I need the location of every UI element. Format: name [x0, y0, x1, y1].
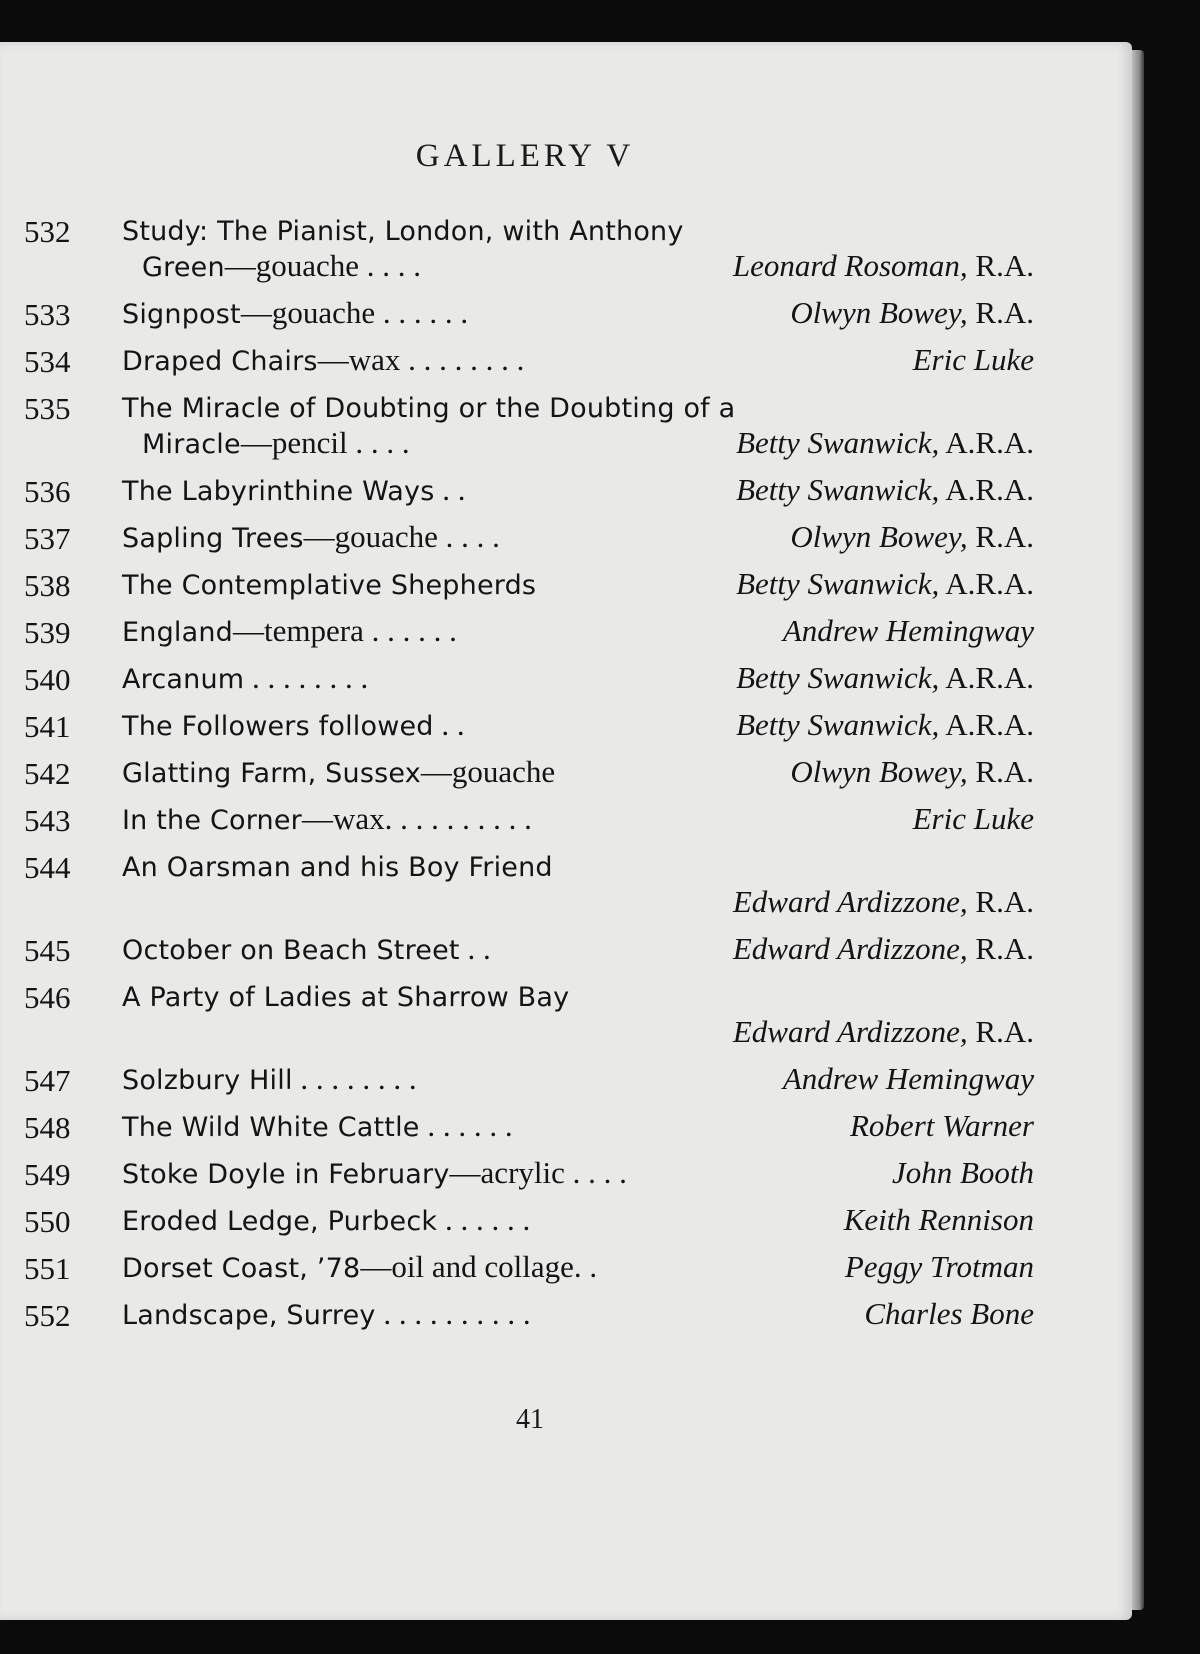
- entry-title: Landscape, Surrey: [122, 1300, 376, 1331]
- gallery-heading: GALLERY V: [415, 138, 635, 174]
- entry-artist: John Booth: [891, 1155, 1034, 1190]
- entry-suffix: A.R.A.: [939, 660, 1034, 695]
- entry-artist-line: [790, 295, 1034, 331]
- entry-artist-line: [736, 425, 1034, 461]
- entry-medium: —gouache: [240, 295, 376, 330]
- entry-artist: Betty Swanwick,: [736, 472, 940, 507]
- entry-title-line: [122, 1249, 597, 1285]
- entry-title: Eroded Ledge, Purbeck: [122, 1206, 438, 1237]
- entry-line: [24, 848, 1034, 884]
- catalogue-entry: [24, 754, 1034, 790]
- entry-title-line: [122, 848, 553, 884]
- entry-artist-line: [864, 1296, 1034, 1332]
- catalogue-entry: [24, 613, 1034, 649]
- entry-artist-line: [733, 1014, 1034, 1050]
- entry-line: [24, 613, 1034, 649]
- entry-title: Glatting Farm, Sussex: [122, 758, 421, 789]
- entry-number: 545: [24, 933, 71, 968]
- entry-number: 543: [24, 803, 71, 838]
- entry-title: The Labyrinthine Ways: [122, 476, 435, 507]
- entry-leader: . .: [433, 707, 465, 742]
- entry-artist: Charles Bone: [864, 1296, 1034, 1331]
- entry-leader: . . . . . . . . . .: [375, 1296, 531, 1331]
- entry-artist: Leonard Rosoman,: [732, 248, 968, 283]
- entry-suffix: R.A.: [967, 754, 1034, 789]
- catalogue-entry: [24, 295, 1034, 331]
- entry-number: 548: [24, 1110, 71, 1145]
- catalogue-entry: [24, 801, 1034, 837]
- entry-line: [24, 472, 1034, 508]
- entry-suffix: A.R.A.: [939, 472, 1034, 507]
- entry-line: [24, 566, 1034, 602]
- entry-title: The Contemplative Shepherds: [122, 570, 537, 601]
- entry-artist-line: [913, 342, 1034, 378]
- entry-title: The Followers followed: [122, 711, 434, 742]
- entry-title-line: [122, 295, 468, 331]
- entry-line: [24, 1202, 1034, 1238]
- entry-artist: Betty Swanwick,: [736, 425, 940, 460]
- entry-line: [24, 1108, 1034, 1144]
- entry-artist: Andrew Hemingway: [782, 613, 1034, 648]
- entry-title-line: [122, 566, 536, 602]
- entry-line: [24, 425, 1034, 461]
- entry-title-line: [122, 754, 555, 790]
- entry-line: [24, 1296, 1034, 1332]
- entry-title: Signpost: [122, 299, 241, 330]
- entry-artist: Edward Ardizzone,: [732, 884, 968, 919]
- entry-title-line: [122, 389, 735, 425]
- entry-title-line: [122, 212, 684, 248]
- entry-medium: —wax: [317, 342, 401, 377]
- entry-artist: Eric Luke: [912, 342, 1034, 377]
- entry-title: The Wild White Cattle: [122, 1112, 420, 1143]
- entry-number: 547: [24, 1063, 71, 1098]
- entry-artist-line: [913, 801, 1034, 837]
- entry-title: Sapling Trees: [122, 523, 304, 554]
- entry-line: [24, 884, 1034, 920]
- entry-artist: Olwyn Bowey,: [790, 295, 968, 330]
- entry-title: An Oarsman and his Boy Friend: [122, 852, 553, 883]
- entry-medium: —oil and collage: [360, 1249, 574, 1284]
- entry-suffix: R.A.: [967, 931, 1034, 966]
- entry-title: Dorset Coast, ’78: [122, 1253, 361, 1284]
- entry-line: [24, 248, 1034, 284]
- entry-artist-line: [736, 566, 1034, 602]
- entry-line: [24, 212, 1034, 248]
- entry-line: [24, 389, 1034, 425]
- entry-number: 552: [24, 1298, 71, 1333]
- entry-number: 550: [24, 1204, 71, 1239]
- entry-title-line: [122, 660, 368, 696]
- entry-medium: —acrylic: [449, 1155, 565, 1190]
- entry-number: 541: [24, 709, 71, 744]
- catalogue-entry: [24, 707, 1034, 743]
- entry-line: [24, 931, 1034, 967]
- entry-suffix: R.A.: [967, 295, 1034, 330]
- entry-number: 535: [24, 391, 71, 426]
- entry-number: 532: [24, 214, 71, 249]
- entry-number: 549: [24, 1157, 71, 1192]
- entry-artist: Edward Ardizzone,: [732, 931, 968, 966]
- entry-number: 539: [24, 615, 71, 650]
- catalogue-entry: [24, 566, 1034, 602]
- catalogue-entry: [24, 931, 1034, 967]
- catalogue-entry: [24, 1061, 1034, 1097]
- entry-artist: Betty Swanwick,: [736, 707, 940, 742]
- entry-title-line: [122, 801, 532, 837]
- entry-artist-line: [892, 1155, 1034, 1191]
- entry-line: [24, 801, 1034, 837]
- entry-line: [24, 1249, 1034, 1285]
- catalogue-entry: [24, 1249, 1034, 1285]
- entry-line: [24, 519, 1034, 555]
- entry-medium: —gouache: [303, 519, 438, 554]
- entry-title: Stoke Doyle in February: [122, 1159, 450, 1190]
- entry-number: 551: [24, 1251, 71, 1286]
- catalogue-entry: [24, 1202, 1034, 1238]
- page-edge: [1132, 50, 1144, 1610]
- entry-artist-line: [736, 660, 1034, 696]
- entry-leader: . .: [573, 1249, 598, 1284]
- entry-number: 540: [24, 662, 71, 697]
- entry-leader: . . . .: [564, 1155, 627, 1190]
- entry-line: [24, 660, 1034, 696]
- entry-number: 533: [24, 297, 71, 332]
- entry-leader: . . . .: [437, 519, 500, 554]
- entry-suffix: R.A.: [967, 1014, 1034, 1049]
- entry-leader: . . . . . .: [375, 295, 469, 330]
- entry-artist: Robert Warner: [850, 1108, 1034, 1143]
- entry-title: Study: The Pianist, London, with Anthony: [122, 216, 684, 247]
- catalogue-entry: [24, 1155, 1034, 1191]
- entry-title: Solzbury Hill: [122, 1065, 293, 1096]
- entry-artist-line: [790, 519, 1034, 555]
- entry-title-line: [122, 1155, 627, 1191]
- entry-title-line: [122, 1061, 417, 1097]
- entry-title: In the Corner: [122, 805, 302, 836]
- entry-title-line: [122, 707, 465, 743]
- entry-suffix: R.A.: [967, 884, 1034, 919]
- entry-artist-line: [733, 248, 1034, 284]
- entry-leader: . . . . . . . .: [244, 660, 369, 695]
- entry-artist-line: [783, 1061, 1034, 1097]
- entry-artist-line: [736, 707, 1034, 743]
- entry-number: 534: [24, 344, 71, 379]
- entry-number: 537: [24, 521, 71, 556]
- entry-leader: . . . . . . . . . .: [384, 801, 532, 836]
- catalogue-entry: [24, 1108, 1034, 1144]
- entry-artist: Olwyn Bowey,: [790, 519, 968, 554]
- entry-number: 538: [24, 568, 71, 603]
- entry-title: A Party of Ladies at Sharrow Bay: [122, 982, 570, 1013]
- entry-number: 544: [24, 850, 71, 885]
- catalogue-entry: [24, 978, 1034, 1050]
- catalogue-entry: [24, 848, 1034, 920]
- entry-artist: Keith Rennison: [843, 1202, 1034, 1237]
- entry-artist-line: [733, 884, 1034, 920]
- entry-artist-line: [790, 754, 1034, 790]
- entry-artist: Betty Swanwick,: [736, 566, 940, 601]
- catalogue-entry: [24, 212, 1034, 284]
- entry-artist-line: [845, 1249, 1034, 1285]
- entry-artist-line: [736, 472, 1034, 508]
- entry-leader: . . . . . . . .: [292, 1061, 417, 1096]
- entry-artist: Andrew Hemingway: [782, 1061, 1034, 1096]
- entry-title: Draped Chairs: [122, 346, 318, 377]
- entry-number: 542: [24, 756, 71, 791]
- catalogue-entry: [24, 660, 1034, 696]
- entry-line: [24, 295, 1034, 331]
- entry-artist-line: [783, 613, 1034, 649]
- entry-leader: . . . . . .: [363, 613, 457, 648]
- catalogue-entry: [24, 342, 1034, 378]
- entry-artist: Eric Luke: [912, 801, 1034, 836]
- entry-title: England: [122, 617, 234, 648]
- entry-title-line: [122, 1202, 530, 1238]
- entry-line: [24, 1155, 1034, 1191]
- entry-artist: Betty Swanwick,: [736, 660, 940, 695]
- entry-title-line: [122, 978, 569, 1014]
- entry-title: The Miracle of Doubting or the Doubting of a: [122, 393, 736, 424]
- entry-suffix: A.R.A.: [939, 566, 1034, 601]
- entry-leader: . . . .: [347, 425, 410, 460]
- entry-medium: —pencil: [240, 425, 348, 460]
- entry-title: Arcanum: [122, 664, 245, 695]
- entry-line: [24, 978, 1034, 1014]
- entry-medium: —gouache: [224, 248, 360, 283]
- entry-leader: . . . . . .: [419, 1108, 513, 1143]
- entry-leader: . . . .: [359, 248, 422, 283]
- entry-title: October on Beach Street: [122, 935, 460, 966]
- entry-leader: . . . . . . . .: [400, 342, 525, 377]
- entry-title-line: [142, 248, 421, 284]
- catalogue-entry: [24, 1296, 1034, 1332]
- entry-line: [24, 707, 1034, 743]
- entry-title-line: [122, 931, 491, 967]
- entry-line: [24, 1061, 1034, 1097]
- entry-medium: —tempera: [233, 613, 364, 648]
- entry-title-line: [142, 425, 410, 461]
- entry-number: 546: [24, 980, 71, 1015]
- entry-suffix: A.R.A.: [939, 707, 1034, 742]
- entry-leader: . .: [434, 472, 466, 507]
- catalogue-entry: [24, 472, 1034, 508]
- entry-title-continued: Miracle: [142, 429, 241, 460]
- entry-artist-line: [733, 931, 1034, 967]
- entry-artist-line: [844, 1202, 1034, 1238]
- entry-line: [24, 342, 1034, 378]
- entry-number: 536: [24, 474, 71, 509]
- entry-suffix: A.R.A.: [939, 425, 1034, 460]
- entry-title-line: [122, 519, 500, 555]
- entry-leader: . . . . . .: [437, 1202, 531, 1237]
- entry-title-line: [122, 613, 457, 649]
- entry-artist: Peggy Trotman: [844, 1249, 1034, 1284]
- entry-title-line: [122, 1296, 531, 1332]
- entry-title-line: [122, 472, 466, 508]
- entry-medium: —wax: [301, 801, 385, 836]
- catalogue-entry: [24, 389, 1034, 461]
- entry-medium: —gouache: [420, 754, 556, 789]
- entry-artist: Olwyn Bowey,: [790, 754, 968, 789]
- entry-line: [24, 1014, 1034, 1050]
- entry-suffix: R.A.: [967, 248, 1034, 283]
- entry-leader: . .: [459, 931, 491, 966]
- entry-artist-line: [850, 1108, 1034, 1144]
- page-number: 41: [516, 1404, 544, 1435]
- catalogue-entry: [24, 519, 1034, 555]
- entry-artist: Edward Ardizzone,: [732, 1014, 968, 1049]
- entry-title-continued: Green: [142, 252, 225, 283]
- entry-title-line: [122, 342, 524, 378]
- entry-suffix: R.A.: [967, 519, 1034, 554]
- entry-title-line: [122, 1108, 513, 1144]
- entry-line: [24, 754, 1034, 790]
